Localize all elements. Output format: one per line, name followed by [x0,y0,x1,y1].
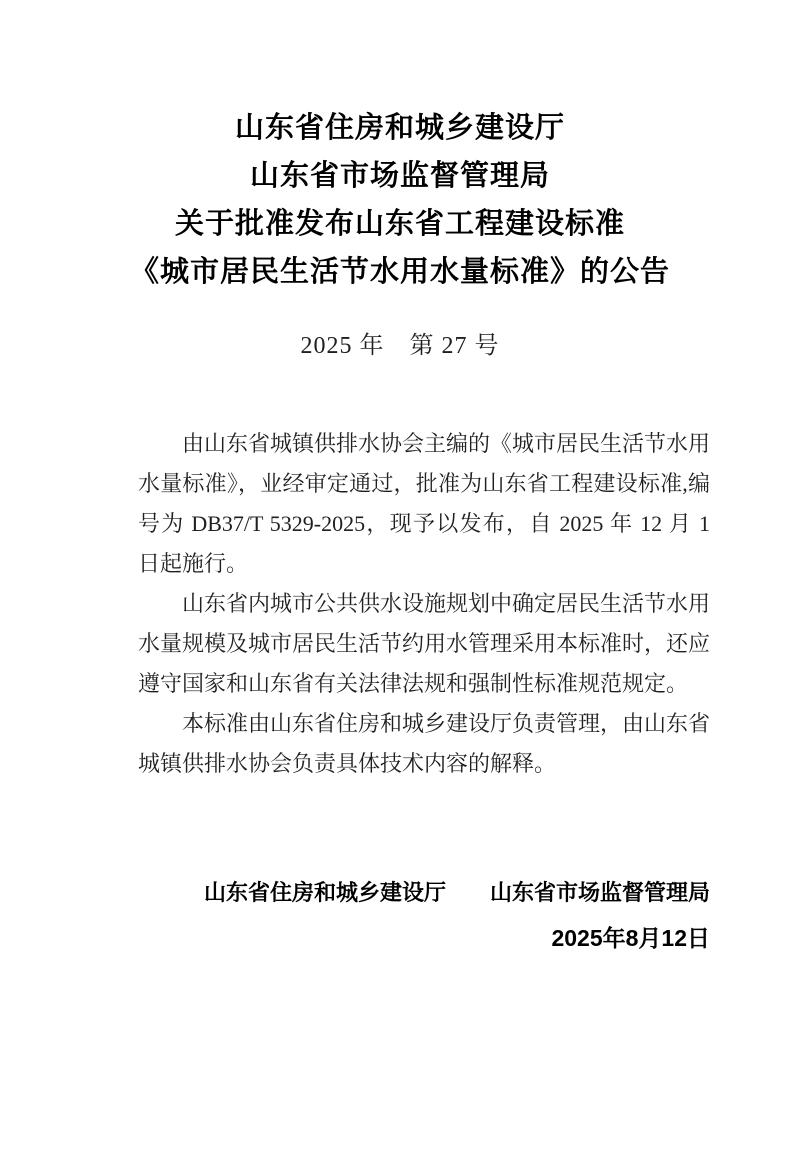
issue-number: 2025 年 第 27 号 [300,333,500,359]
announcement-body [138,424,710,784]
signature-block [138,878,710,953]
announcement-title [0,0,800,296]
signing-agencies: 山东省住房和城乡建设厅 山东省市场监督管理局 [203,880,710,905]
paragraph-approval: 由山东省城镇供排水协会主编的《城市居民生活节水用水量标准》，业经审定通过，批准为山东省工程建设标准,编号为 DB37/T 5329-2025，现予以发布，自 2025 年 12 月 1 日起施行。 [138,431,711,576]
paragraph-management: 本标准由山东省住房和城乡建设厅负责管理，由山东省城镇供排水协会负责具体技术内容的解释。 [138,711,711,776]
signing-date: 2025年8月12日 [551,925,710,951]
paragraph-compliance: 山东省内城市公共供水设施规划中确定居民生活节水用水量规模及城市居民生活节约用水管理采用本标准时，还应遵守国家和山东省有关法律法规和强制性标准规范规定。 [138,591,711,696]
title-line-subject-1: 关于批准发布山东省工程建设标准 [174,208,625,240]
title-line-subject-2: 《城市居民生活节水用水量标准》的公告 [129,256,670,288]
title-line-issuer-2: 山东省市场监督管理局 [249,160,550,192]
title-line-issuer-1: 山东省住房和城乡建设厅 [234,112,565,144]
